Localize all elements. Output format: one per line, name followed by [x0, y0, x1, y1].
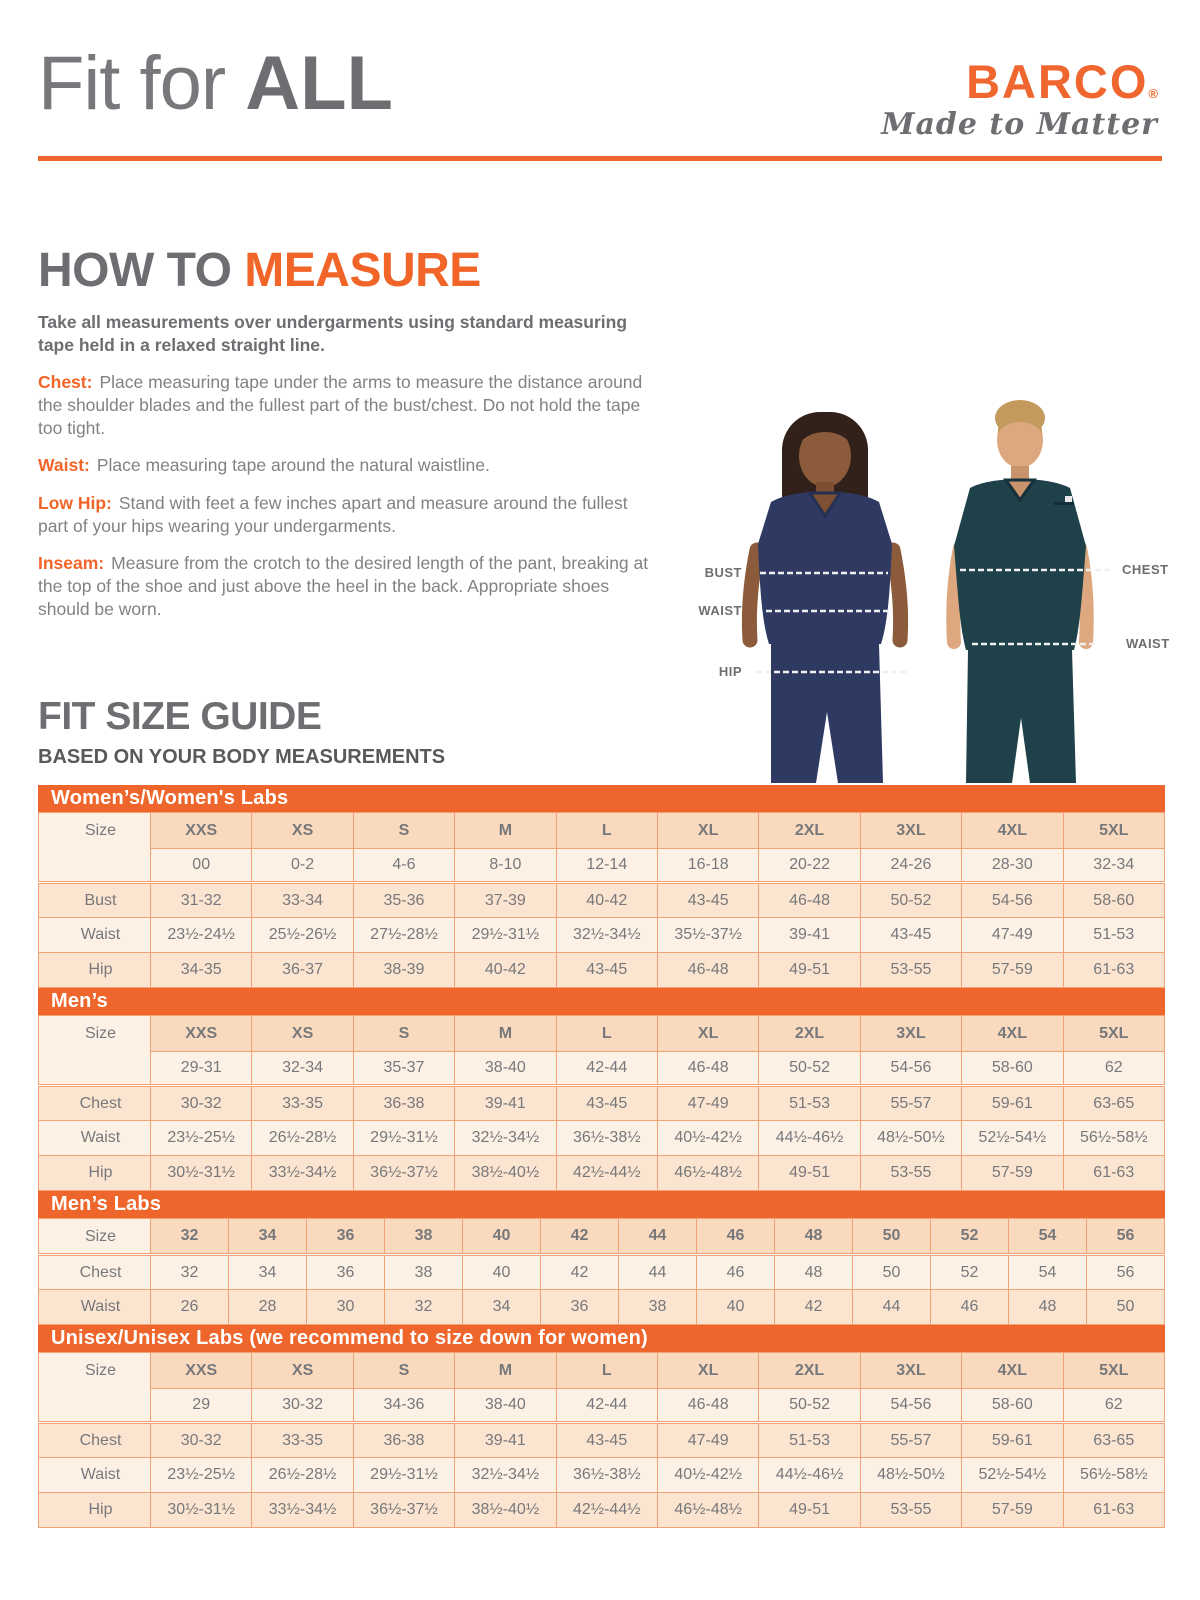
size-col-header: S: [353, 1353, 454, 1389]
page-title-bold: ALL: [245, 41, 393, 126]
measurement-value-cell: 36½-37½: [353, 1156, 454, 1191]
measurement-value-cell: 32: [385, 1290, 463, 1325]
table-band: [38, 785, 1165, 812]
measurement-row-label: Chest: [39, 1423, 151, 1458]
size-number-cell: 62: [1063, 1389, 1164, 1423]
size-col-header: 36: [307, 1219, 385, 1255]
waist-label-woman: WAIST: [698, 603, 742, 618]
size-number-cell: 46-48: [657, 1052, 758, 1086]
size-number-cell: 62: [1063, 1052, 1164, 1086]
measurement-value-cell: 57-59: [962, 1493, 1063, 1528]
measurement-value-cell: 33½-34½: [252, 1156, 353, 1191]
size-col-header: 38: [385, 1219, 463, 1255]
size-col-header: 3XL: [860, 1353, 961, 1389]
measurement-value-cell: 30-32: [151, 1086, 252, 1121]
chest-label: CHEST: [1122, 562, 1169, 577]
measurement-value-cell: 46½-48½: [657, 1156, 758, 1191]
measure-text: Place measuring tape under the arms to measure the distance around the shoulder blades and the fullest part of the bust/chest. Do not hold the tape too tight.: [38, 372, 643, 439]
measurement-value-cell: 59-61: [962, 1086, 1063, 1121]
size-column-label: Size: [39, 1219, 151, 1255]
measurement-value-cell: 30-32: [151, 1423, 252, 1458]
size-number-cell: 32-34: [252, 1052, 353, 1086]
size-col-header: 4XL: [962, 1353, 1063, 1389]
measurement-value-cell: 51-53: [1063, 918, 1164, 953]
size-column-label: Size: [39, 1016, 151, 1086]
size-col-header: 52: [931, 1219, 1009, 1255]
measurement-value-cell: 26½-28½: [252, 1121, 353, 1156]
measurement-value-cell: 47-49: [657, 1086, 758, 1121]
measurement-value-cell: 46: [697, 1255, 775, 1290]
size-number-cell: 38-40: [455, 1052, 556, 1086]
measurement-value-cell: 56: [1087, 1255, 1165, 1290]
measure-text: Stand with feet a few inches apart and measure around the fullest part of your hips wearing your undergarments.: [38, 492, 628, 536]
measurement-value-cell: 36½-37½: [353, 1493, 454, 1528]
measurement-value-cell: 40½-42½: [657, 1458, 758, 1493]
how-to-measure-section: [38, 244, 658, 621]
man-figure: [953, 400, 1112, 783]
measurement-value-cell: 43-45: [860, 918, 961, 953]
measurement-value-cell: 54-56: [962, 883, 1063, 918]
measurement-value-cell: 43-45: [657, 883, 758, 918]
table-band: [38, 1191, 1165, 1218]
measurement-value-cell: 59-61: [962, 1423, 1063, 1458]
size-number-cell: 4-6: [353, 849, 454, 883]
size-header-row: [39, 813, 1165, 849]
size-number-cell: 38-40: [455, 1389, 556, 1423]
measure-intro: Take all measurements over undergarments using standard measuring tape held in a relaxed straight line.: [38, 312, 628, 356]
measure-item: [38, 492, 658, 538]
measurement-value-cell: 48½-50½: [860, 1458, 961, 1493]
measure-item: [38, 454, 658, 477]
measurement-row: [39, 918, 1165, 953]
measurement-value-cell: 61-63: [1063, 1156, 1164, 1191]
header-divider: [38, 156, 1162, 161]
measurement-value-cell: 48: [775, 1255, 853, 1290]
measurement-value-cell: 43-45: [556, 953, 657, 988]
size-number-cell: 32-34: [1063, 849, 1164, 883]
hip-label: HIP: [718, 664, 742, 679]
measurement-value-cell: 40½-42½: [657, 1121, 758, 1156]
measurement-value-cell: 34-35: [151, 953, 252, 988]
page-title: [38, 41, 393, 126]
measure-instructions: [38, 371, 658, 621]
size-col-header: L: [556, 1353, 657, 1389]
measurement-value-cell: 44½-46½: [759, 1458, 860, 1493]
size-col-header: M: [455, 1353, 556, 1389]
measurement-row: [39, 1255, 1165, 1290]
size-number-cell: 12-14: [556, 849, 657, 883]
size-col-header: XS: [252, 1353, 353, 1389]
size-col-header: XL: [657, 1353, 758, 1389]
measurement-value-cell: 49-51: [759, 1493, 860, 1528]
size-column-label: Size: [39, 1353, 151, 1423]
measurement-value-cell: 49-51: [759, 953, 860, 988]
measurement-row-label: Chest: [39, 1255, 151, 1290]
measurement-value-cell: 30½-31½: [151, 1156, 252, 1191]
size-number-cell: 42-44: [556, 1389, 657, 1423]
size-header-row: [39, 1219, 1165, 1255]
measure-term: Chest:: [38, 372, 93, 393]
measurement-value-cell: 38½-40½: [455, 1156, 556, 1191]
size-number-cell: 50-52: [759, 1389, 860, 1423]
table-band-title: Men’s Labs: [51, 1193, 162, 1215]
size-col-header: XS: [252, 1016, 353, 1052]
measurement-value-cell: 29½-31½: [455, 918, 556, 953]
measurement-row-label: Waist: [39, 1290, 151, 1325]
size-col-header: M: [455, 813, 556, 849]
size-table: [38, 1015, 1165, 1191]
measurement-value-cell: 32: [151, 1255, 229, 1290]
size-col-header: XXS: [151, 1353, 252, 1389]
measurement-value-cell: 47-49: [962, 918, 1063, 953]
measurement-value-cell: 27½-28½: [353, 918, 454, 953]
size-number-cell: 58-60: [962, 1052, 1063, 1086]
size-col-header: 34: [229, 1219, 307, 1255]
measurement-value-cell: 36-37: [252, 953, 353, 988]
measurement-row-label: Chest: [39, 1086, 151, 1121]
size-col-header: XL: [657, 813, 758, 849]
measurement-value-cell: 51-53: [759, 1423, 860, 1458]
measurement-value-cell: 52: [931, 1255, 1009, 1290]
size-col-header: 48: [775, 1219, 853, 1255]
measurement-row-label: Waist: [39, 1121, 151, 1156]
measurement-value-cell: 36: [541, 1290, 619, 1325]
measurement-value-cell: 42: [775, 1290, 853, 1325]
measurement-row: [39, 1423, 1165, 1458]
size-number-cell: 0-2: [252, 849, 353, 883]
table-band: [38, 1325, 1165, 1352]
measurement-value-cell: 36½-38½: [556, 1121, 657, 1156]
measurement-value-cell: 36-38: [353, 1423, 454, 1458]
measurement-value-cell: 49-51: [759, 1156, 860, 1191]
size-col-header: 32: [151, 1219, 229, 1255]
measurement-row-label: Hip: [39, 953, 151, 988]
size-col-header: 2XL: [759, 813, 860, 849]
measurement-value-cell: 31-32: [151, 883, 252, 918]
measurement-value-cell: 39-41: [455, 1086, 556, 1121]
registered-mark-icon: ®: [1148, 86, 1158, 101]
measurement-row: [39, 1458, 1165, 1493]
size-table: [38, 812, 1165, 988]
measurement-value-cell: 43-45: [556, 1423, 657, 1458]
measurement-value-cell: 42: [541, 1255, 619, 1290]
size-tables: [38, 785, 1165, 1528]
measurement-value-cell: 35-36: [353, 883, 454, 918]
measurement-value-cell: 46-48: [657, 953, 758, 988]
size-number-cell: 54-56: [860, 1389, 961, 1423]
size-col-header: 4XL: [962, 813, 1063, 849]
size-number-cell: 30-32: [252, 1389, 353, 1423]
measurement-value-cell: 33½-34½: [252, 1493, 353, 1528]
measurement-value-cell: 39-41: [759, 918, 860, 953]
size-col-header: 56: [1087, 1219, 1165, 1255]
size-table: [38, 1352, 1165, 1528]
measurement-value-cell: 50: [853, 1255, 931, 1290]
woman-figure: [749, 412, 908, 783]
measurement-value-cell: 30½-31½: [151, 1493, 252, 1528]
size-numbers-row: [39, 1052, 1165, 1086]
size-number-cell: 58-60: [962, 1389, 1063, 1423]
measurement-value-cell: 58-60: [1063, 883, 1164, 918]
size-number-cell: 8-10: [455, 849, 556, 883]
measurement-value-cell: 38½-40½: [455, 1493, 556, 1528]
measurement-value-cell: 56½-58½: [1063, 1458, 1164, 1493]
size-col-header: L: [556, 813, 657, 849]
measurement-row: [39, 1493, 1165, 1528]
size-col-header: 3XL: [860, 813, 961, 849]
measurement-value-cell: 34: [229, 1255, 307, 1290]
size-number-cell: 42-44: [556, 1052, 657, 1086]
measurement-value-cell: 42½-44½: [556, 1156, 657, 1191]
measure-text: Measure from the crotch to the desired length of the pant, breaking at the top of the shoe and just above the heel in the back. Appropriate shoes should be worn.: [38, 552, 649, 619]
measurement-value-cell: 44: [853, 1290, 931, 1325]
measurement-value-cell: 23½-25½: [151, 1121, 252, 1156]
measurement-value-cell: 53-55: [860, 953, 961, 988]
measurement-value-cell: 30: [307, 1290, 385, 1325]
table-band: [38, 988, 1165, 1015]
measurement-value-cell: 32½-34½: [556, 918, 657, 953]
size-col-header: 5XL: [1063, 1353, 1164, 1389]
measurement-value-cell: 52½-54½: [962, 1458, 1063, 1493]
measurement-row-label: Bust: [39, 883, 151, 918]
size-col-header: 4XL: [962, 1016, 1063, 1052]
measurement-value-cell: 40: [697, 1290, 775, 1325]
measurement-value-cell: 48½-50½: [860, 1121, 961, 1156]
size-col-header: XXS: [151, 1016, 252, 1052]
brand-wordmark: BARCO: [966, 55, 1149, 108]
measurement-value-cell: 40: [463, 1255, 541, 1290]
measurement-row: [39, 1121, 1165, 1156]
size-number-cell: 28-30: [962, 849, 1063, 883]
measurement-value-cell: 39-41: [455, 1423, 556, 1458]
measurement-value-cell: 51-53: [759, 1086, 860, 1121]
fit-size-guide-heading: FIT SIZE GUIDE: [38, 695, 322, 738]
measurement-value-cell: 23½-25½: [151, 1458, 252, 1493]
size-number-cell: 24-26: [860, 849, 961, 883]
measurement-value-cell: 50-52: [860, 883, 961, 918]
measurement-value-cell: 33-35: [252, 1086, 353, 1121]
measurement-value-cell: 32½-34½: [455, 1121, 556, 1156]
measurement-value-cell: 35½-37½: [657, 918, 758, 953]
measurement-value-cell: 38: [619, 1290, 697, 1325]
size-col-header: 46: [697, 1219, 775, 1255]
size-header-row: [39, 1353, 1165, 1389]
measurement-value-cell: 33-34: [252, 883, 353, 918]
measurement-value-cell: 63-65: [1063, 1423, 1164, 1458]
measurement-value-cell: 46-48: [759, 883, 860, 918]
measurement-value-cell: 38-39: [353, 953, 454, 988]
measurement-value-cell: 48: [1009, 1290, 1087, 1325]
measurement-value-cell: 36½-38½: [556, 1458, 657, 1493]
size-number-cell: 50-52: [759, 1052, 860, 1086]
measurement-value-cell: 46½-48½: [657, 1493, 758, 1528]
measurement-value-cell: 28: [229, 1290, 307, 1325]
table-band-title: Unisex/Unisex Labs (we recommend to size down for women): [51, 1327, 648, 1349]
size-col-header: 42: [541, 1219, 619, 1255]
measurement-value-cell: 44: [619, 1255, 697, 1290]
measurement-value-cell: 40-42: [556, 883, 657, 918]
size-number-cell: 35-37: [353, 1052, 454, 1086]
brand-logo: [881, 55, 1158, 142]
measurement-row: [39, 953, 1165, 988]
measurement-value-cell: 42½-44½: [556, 1493, 657, 1528]
measurement-row: [39, 1156, 1165, 1191]
size-col-header: 54: [1009, 1219, 1087, 1255]
brand-name: [881, 55, 1158, 108]
size-col-header: 2XL: [759, 1353, 860, 1389]
measurement-value-cell: 26: [151, 1290, 229, 1325]
measure-item: [38, 552, 658, 621]
measurement-value-cell: 26½-28½: [252, 1458, 353, 1493]
size-column-label: Size: [39, 813, 151, 883]
size-number-cell: 54-56: [860, 1052, 961, 1086]
models-photo: [660, 382, 1200, 784]
size-col-header: 2XL: [759, 1016, 860, 1052]
measurement-value-cell: 61-63: [1063, 953, 1164, 988]
size-col-header: L: [556, 1016, 657, 1052]
measurement-row-label: Hip: [39, 1493, 151, 1528]
measurement-value-cell: 56½-58½: [1063, 1121, 1164, 1156]
size-col-header: S: [353, 1016, 454, 1052]
measure-term: Waist:: [38, 455, 90, 476]
waist-label-man: WAIST: [1126, 636, 1170, 651]
page-title-regular: Fit for: [38, 41, 226, 126]
table-band-title: Men’s: [51, 990, 108, 1012]
size-col-header: 44: [619, 1219, 697, 1255]
measurement-row-label: Waist: [39, 918, 151, 953]
measurement-value-cell: 55-57: [860, 1423, 961, 1458]
measurement-row-label: Hip: [39, 1156, 151, 1191]
size-col-header: XXS: [151, 813, 252, 849]
bust-label: BUST: [704, 565, 742, 580]
size-number-cell: 46-48: [657, 1389, 758, 1423]
how-to-measure-heading: [38, 244, 658, 297]
size-number-cell: 20-22: [759, 849, 860, 883]
size-col-header: S: [353, 813, 454, 849]
size-col-header: XS: [252, 813, 353, 849]
fit-size-guide-subheading: BASED ON YOUR BODY MEASUREMENTS: [38, 746, 446, 768]
measure-term: Low Hip:: [38, 492, 112, 513]
measurement-value-cell: 61-63: [1063, 1493, 1164, 1528]
size-number-cell: 29: [151, 1389, 252, 1423]
fit-size-guide-header: [38, 697, 445, 769]
size-col-header: XL: [657, 1016, 758, 1052]
table-band-title: Women’s/Women's Labs: [51, 787, 289, 809]
measurement-value-cell: 46: [931, 1290, 1009, 1325]
size-col-header: M: [455, 1016, 556, 1052]
size-col-header: 5XL: [1063, 1016, 1164, 1052]
measurement-value-cell: 53-55: [860, 1156, 961, 1191]
size-table: [38, 1218, 1165, 1325]
measurement-value-cell: 53-55: [860, 1493, 961, 1528]
size-numbers-row: [39, 849, 1165, 883]
size-number-cell: 29-31: [151, 1052, 252, 1086]
measurement-row: [39, 1290, 1165, 1325]
size-numbers-row: [39, 1389, 1165, 1423]
size-number-cell: 00: [151, 849, 252, 883]
measurement-value-cell: 36: [307, 1255, 385, 1290]
measurement-value-cell: 32½-34½: [455, 1458, 556, 1493]
size-header-row: [39, 1016, 1165, 1052]
measurement-value-cell: 33-35: [252, 1423, 353, 1458]
heading-orange-part: MEASURE: [244, 244, 481, 297]
measurement-value-cell: 23½-24½: [151, 918, 252, 953]
size-number-cell: 34-36: [353, 1389, 454, 1423]
measurement-value-cell: 57-59: [962, 1156, 1063, 1191]
size-col-header: 5XL: [1063, 813, 1164, 849]
measurement-value-cell: 29½-31½: [353, 1121, 454, 1156]
measurement-value-cell: 40-42: [455, 953, 556, 988]
measurement-value-cell: 50: [1087, 1290, 1165, 1325]
size-col-header: 50: [853, 1219, 931, 1255]
measurement-value-cell: 25½-26½: [252, 918, 353, 953]
measurement-value-cell: 54: [1009, 1255, 1087, 1290]
measure-term: Inseam:: [38, 552, 105, 573]
measurement-value-cell: 29½-31½: [353, 1458, 454, 1493]
size-col-header: 40: [463, 1219, 541, 1255]
measurement-value-cell: 52½-54½: [962, 1121, 1063, 1156]
models-illustration: [660, 382, 1200, 784]
measurement-value-cell: 55-57: [860, 1086, 961, 1121]
measurement-value-cell: 44½-46½: [759, 1121, 860, 1156]
measurement-value-cell: 63-65: [1063, 1086, 1164, 1121]
measurement-value-cell: 36-38: [353, 1086, 454, 1121]
measurement-value-cell: 57-59: [962, 953, 1063, 988]
size-number-cell: 16-18: [657, 849, 758, 883]
brand-tagline: Made to Matter: [881, 107, 1158, 142]
measurement-value-cell: 47-49: [657, 1423, 758, 1458]
measurement-value-cell: 34: [463, 1290, 541, 1325]
measurement-row: [39, 883, 1165, 918]
measurement-value-cell: 38: [385, 1255, 463, 1290]
measure-text: Place measuring tape around the natural waistline.: [96, 455, 490, 476]
measurement-row: [39, 1086, 1165, 1121]
measure-item: [38, 371, 658, 440]
measurement-row-label: Waist: [39, 1458, 151, 1493]
size-col-header: 3XL: [860, 1016, 961, 1052]
heading-gray-part: HOW TO: [38, 244, 232, 297]
measurement-value-cell: 43-45: [556, 1086, 657, 1121]
measurement-value-cell: 37-39: [455, 883, 556, 918]
